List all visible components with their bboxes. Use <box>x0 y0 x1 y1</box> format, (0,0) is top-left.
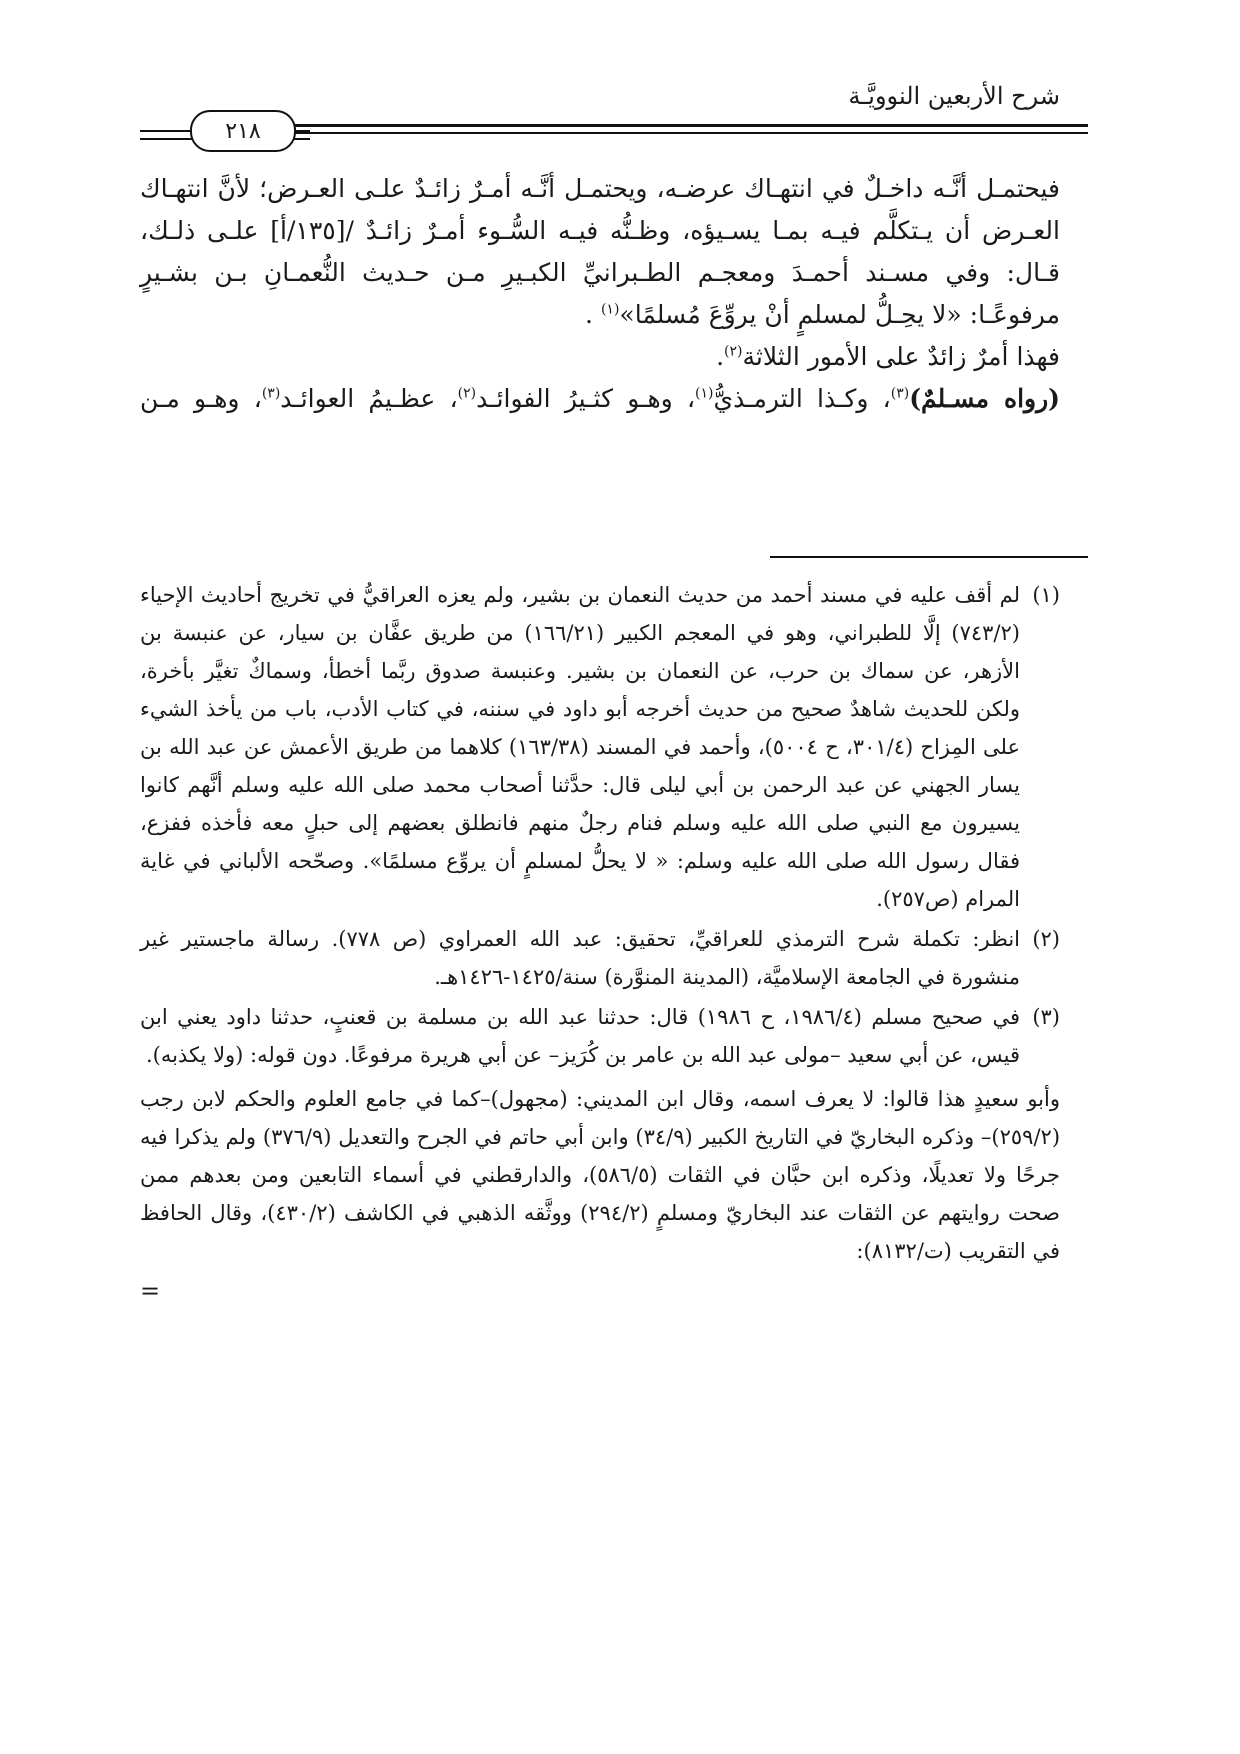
footnote-3 <box>140 998 1060 1074</box>
footnote-number: (٣) <box>1032 1005 1060 1029</box>
footnote-ref: (٢) <box>457 385 477 402</box>
running-title: شرح الأربعين النوويَّـة <box>848 82 1060 110</box>
footnote-number: (١) <box>1032 583 1060 607</box>
body-paragraph-1-end: . <box>585 300 601 329</box>
footnote-text: في صحيح مسلم (١٩٨٦/٤، ح ١٩٨٦) قال: حدثنا عبد الله بن مسلمة بن قعنبٍ، حدثنا داود يعني ابن قيس، عن أبي سعيد –مولى عبد الله بن عامر بن كُرَيز– عن أبي هريرة مرفوعًا. دون قوله: (ولا يكذبه). <box>140 1005 1020 1067</box>
body-paragraph-3-part-b: ، وهـو كثـيرُ الفوائـد <box>476 384 696 413</box>
main-text <box>140 168 1060 420</box>
footnote-separator <box>770 556 1088 558</box>
body-paragraph-1-text: فيحتمـل أنَّـه داخـلٌ في انتهـاك عرضـه، ويحتمـل أنَّـه أمـرٌ زائـدٌ علـى العـرض؛ لأنَّ انتهـاك العـرض أن يـتكلَّم فيـه بمـا يسـيؤه، وظـنُّه فيـه السُّـوء أمـرٌ زائـدٌ /[١٣٥/أ] علـى ذلـك، قـال: وفي مسـند أحمـدَ ومعجـم الطـبرانيِّ الكبـيرِ مـن حـديث النُّعمـانِ بـن بشـيرٍ مرفوعًـا: «لا يحِـلُّ لمسلمٍ أنْ يروِّعَ مُسلمًا» <box>140 174 1060 329</box>
footnote-number: (٢) <box>1032 927 1060 951</box>
body-paragraph-1 <box>140 168 1060 336</box>
body-paragraph-3 <box>140 378 1060 420</box>
footnote-2 <box>140 920 1060 996</box>
page-number-badge <box>190 110 296 152</box>
body-paragraph-2-end: . <box>716 342 725 371</box>
footnote-1 <box>140 576 1060 918</box>
continuation-mark: = <box>140 1277 161 1305</box>
footnote-ref: (١) <box>695 385 714 402</box>
footnote-ref: (٣) <box>890 385 910 402</box>
body-paragraph-3-part-d: ، وهـو مـن <box>140 384 262 413</box>
body-paragraph-3-part-c: ، عظـيمُ العوائـد <box>280 384 458 413</box>
hadith-source-bold: (رواه مسـلمٌ) <box>909 384 1060 413</box>
body-paragraph-3-part-a: ، وكـذا الترمـذيُّ <box>713 384 891 413</box>
page-number: ٢١٨ <box>225 118 261 144</box>
header-rule-right-thin <box>290 132 1088 134</box>
body-paragraph-2 <box>140 336 1060 378</box>
footnote-text: لم أقف عليه في مسند أحمد من حديث النعمان بن بشير، ولم يعزه العراقيُّ في تخريج أحاديث الإحياء (٧٤٣/٢) إلَّا للطبراني، وهو في المعجم الكبير (١٦٦/٢١) من طريق عفَّان بن سيار، عن عنبسة بن الأزهر، عن سماك بن حرب، عن النعمان بن بشير. وعنبسة صدوق ربَّما أخطأ، وسماكٌ تغيَّر بأخرة، ولكن للحديث شاهدٌ صحيح من حديث أخرجه أبو داود في سننه، في كتاب الأدب، باب من يأخذ الشيء على المِزاح (٣٠١/٤، ح ٥٠٠٤)، وأحمد في المسند (١٦٣/٣٨) كلاهما من طريق الأعمش عن عبد الله بن يسار الجهني عن عبد الرحمن بن أبي ليلى قال: حدَّثنا أصحاب محمد صلى الله عليه وسلم أنَّهم كانوا يسيرون مع النبي صلى الله عليه وسلم فنام رجلٌ منهم فانطلق بعضهم إلى حبلٍ معه فأخذه ففزع، فقال رسول الله صلى الله عليه وسلم: « لا يحلُّ لمسلمٍ أن يروِّع مسلمًا». وصحّحه الألباني في غاية المرام (ص٢٥٧). <box>140 583 1021 911</box>
body-paragraph-2-text: فهذا أمرٌ زائدٌ على الأمور الثلاثة <box>742 342 1060 371</box>
footnotes <box>140 576 1060 1310</box>
footnote-ref: (٢) <box>724 343 743 360</box>
footnote-3-continuation: وأبو سعيدٍ هذا قالوا: لا يعرف اسمه، وقال ابن المديني: (مجهول)–كما في جامع العلوم والحكم لابن رجب (٢٥٩/٢)– وذكره البخاريّ في التاريخ الكبير (٣٤/٩) وابن أبي حاتم في الجرح والتعديل (٣٧٦/٩) ولم يذكرا فيه جرحًا ولا تعديلًا، وذكره ابن حبَّان في الثقات (٥٨٦/٥)، والدارقطني في أسماء التابعين ومن بعدهم ممن صحت روايتهم عن الثقات عند البخاريّ ومسلمٍ (٢٩٤/٢) ووثَّقه الذهبي في الكاشف (٤٣٠/٢)، وقال الحافظ في التقريب (ت/٨١٣٢): <box>140 1087 1061 1263</box>
footnote-ref: (٣) <box>261 385 281 402</box>
footnote-ref: (١) <box>600 301 620 318</box>
footnote-text: انظر: تكملة شرح الترمذي للعراقيِّ، تحقيق: عبد الله العمراوي (ص ٧٧٨). رسالة ماجستير غير منشورة في الجامعة الإسلاميَّة، (المدينة المنوَّرة) سنة/١٤٢٥-١٤٢٦هـ. <box>140 927 1020 989</box>
header-rule-right-thick <box>290 124 1088 127</box>
